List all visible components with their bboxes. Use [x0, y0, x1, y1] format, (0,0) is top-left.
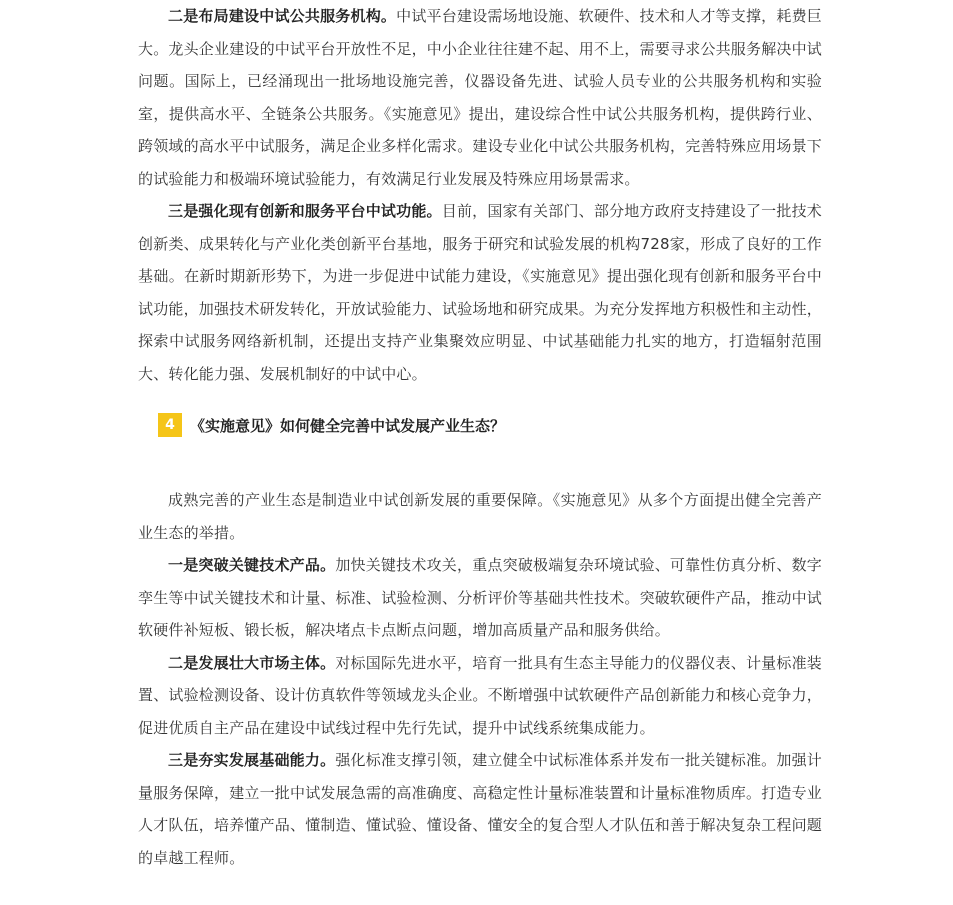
paragraph-foundation-capability [138, 744, 822, 874]
paragraph-public-service-institutions [138, 0, 822, 195]
section-title: 《实施意见》如何健全完善中试发展产业生态？ [190, 416, 506, 435]
paragraph-lead: 二是发展壮大市场主体。 [168, 653, 336, 672]
paragraph-platform-functions [138, 195, 822, 390]
paragraph-text: 对标国际先进水平，培育一批具有生态主导能力的仪器仪表、计量标准装置、试验检测设备、设计仿真软件等领域龙头企业。不断增强中试软硬件产品创新能力和核心竞争力，促进优质自主产品在建设中试线过程中先行先试，提升中试线系统集成能力。 [138, 653, 823, 737]
intro-paragraph: 成熟完善的产业生态是制造业中试创新发展的重要保障。《实施意见》从多个方面提出健全完善产业生态的举措。 [138, 491, 822, 542]
paragraph-text: 强化标准支撑引领，建立健全中试标准体系并发布一批关键标准。加强计量服务保障，建立一批中试发展急需的高准确度、高稳定性计量标准装置和计量标准物质库。打造专业人才队伍，培养懂产品、懂制造、懂试验、懂设备、懂安全的复合型人才队伍和善于解决复杂工程问题的卓越工程师。 [138, 751, 823, 867]
bottom-paragraphs [138, 549, 822, 874]
paragraph-market-entities [138, 647, 822, 745]
paragraph-lead: 一是突破关键技术产品。 [168, 556, 336, 574]
paragraph-text: 目前，国家有关部门、部分地方政府支持建设了一批技术创新类、成果转化与产业化类创新平台基地，服务于研究和试验发展的机构728家，形成了良好的工作基础。在新时期新形势下，为进一步促进中试能力建设，《实施意见》提出强化现有创新和服务平台中试功能，加强技术研发转化，开放试验能力、试验场地和研究成果。为充分发挥地方积极性和主动性，探索中试服务网络新机制，还提出支持产业集聚效应明显、中试基础能力扎实的地方，打造辐射范围大、转化能力强、发展机制好的中试中心。 [138, 202, 823, 383]
paragraph-key-technology [138, 549, 822, 647]
paragraph-lead: 三是强化现有创新和服务平台中试功能。 [168, 202, 442, 220]
article-body [138, 0, 822, 874]
paragraph-lead: 二是布局建设中试公共服务机构。 [168, 7, 397, 25]
section-heading [158, 412, 822, 438]
paragraph-lead: 三是夯实发展基础能力。 [168, 751, 336, 769]
section-number-badge: 4 [158, 413, 182, 437]
paragraph-text: 中试平台建设需场地设施、软硬件、技术和人才等支撑，耗费巨大。龙头企业建设的中试平台开放性不足，中小企业往往建不起、用不上，需要寻求公共服务解决中试问题。国际上，已经涌现出一批场地设施完善，仪器设备先进、试验人员专业的公共服务机构和实验室，提供高水平、全链条公共服务。《实施意见》提出，建设综合性中试公共服务机构，提供跨行业、跨领域的高水平中试服务，满足企业多样化需求。建设专业化中试公共服务机构，完善特殊应用场景下的试验能力和极端环境试验能力，有效满足行业发展及特殊应用场景需求。 [138, 7, 823, 188]
top-paragraphs [138, 0, 822, 390]
paragraph-text: 加快关键技术攻关，重点突破极端复杂环境试验、可靠性仿真分析、数字孪生等中试关键技术和计量、标准、试验检测、分析评价等基础共性技术。突破软硬件产品，推动中试软硬件补短板、锻长板，解决堵点卡点断点问题，增加高质量产品和服务供给。 [138, 556, 823, 639]
